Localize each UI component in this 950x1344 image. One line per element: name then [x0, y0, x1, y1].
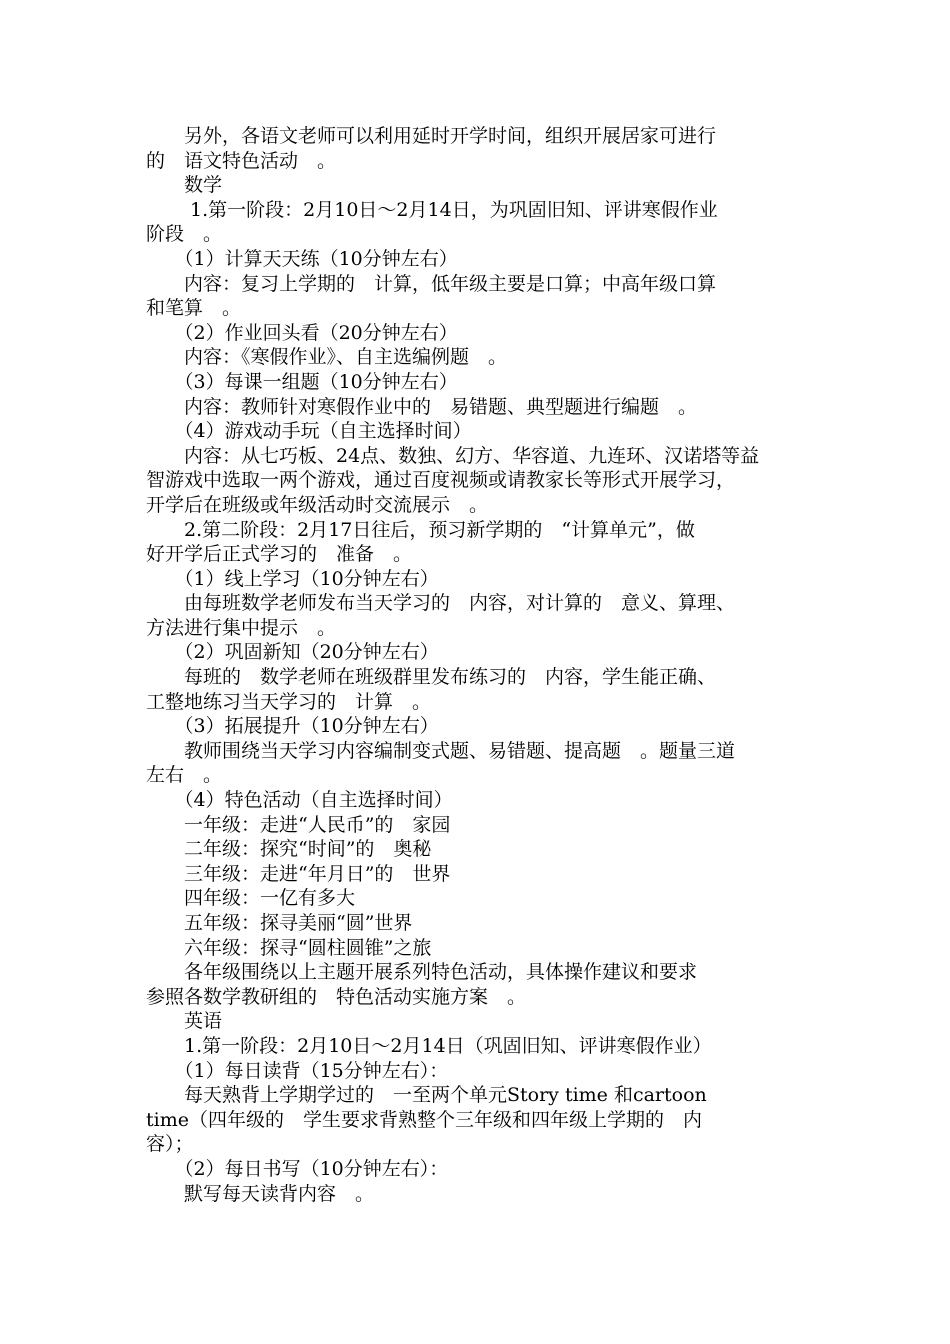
text-line: 五年级：探寻美丽“圆”世界: [146, 912, 413, 934]
text-line: 内容：复习上学期的 计算，低年级主要是口算；中高年级口算: [146, 272, 717, 295]
text-line: 的 语文特色活动 。: [146, 149, 337, 172]
text-line: 内容：教师针对寒假作业中的 易错题、典型题进行编题 。: [146, 395, 698, 418]
text-line: （4）特色活动（自主选择时间）: [146, 789, 453, 812]
text-line: （1）线上学习（10分钟左右）: [146, 567, 439, 590]
text-line: （1）计算天天练（10分钟左右）: [146, 247, 458, 270]
text-line: 内容：《寒假作业》、自主选编例题 。: [146, 346, 508, 369]
text-line: 开学后在班级或年级活动时交流展示 。: [146, 493, 489, 516]
text-line: 由每班数学老师发布当天学习的 内容，对计算的 意义、算理、: [146, 592, 736, 615]
text-line: 2.第二阶段：2月17日往后，预习新学期的 “计算单元”，做: [146, 518, 695, 541]
text-line: 每天熟背上学期学过的 一至两个单元Story time 和cartoon: [146, 1084, 707, 1107]
text-line: 方法进行集中提示 。: [146, 616, 337, 639]
text-line: 1.第一阶段：2月10日～2月14日（巩固旧知、评讲寒假作业）: [146, 1034, 712, 1057]
text-line: 好开学后正式学习的 准备 。: [146, 543, 413, 566]
text-line: 每班的 数学老师在班级群里发布练习的 内容，学生能正确、: [146, 666, 717, 689]
text-line: 二年级：探究“时间”的 奥秘: [146, 838, 432, 861]
text-line: 教师围绕当天学习内容编制变式题、易错题、提高题 。题量三道: [146, 739, 736, 762]
text-line: （3）每课一组题（10分钟左右）: [146, 370, 458, 393]
text-line: （4）游戏动手玩（自主选择时间）: [146, 420, 472, 443]
text-line: 左右 。: [146, 764, 223, 787]
text-line: 四年级：一亿有多大: [146, 887, 356, 910]
text-line: 智游戏中选取一两个游戏，通过百度视频或请教家长等形式开展学习，: [146, 469, 736, 492]
text-line: 默写每天读背内容 。: [146, 1182, 375, 1205]
text-line: 一年级：走进“人民币”的 家园: [146, 813, 451, 836]
text-line: （1）每日读背（15分钟左右）：: [146, 1059, 449, 1082]
text-line: 三年级：走进“年月日”的 世界: [146, 862, 451, 885]
text-line: 和笔算 。: [146, 297, 242, 320]
text-line: time（四年级的 学生要求背熟整个三年级和四年级上学期的 内: [146, 1108, 702, 1131]
text-line: （2）巩固新知（20分钟左右）: [146, 641, 439, 664]
document-body: [146, 124, 826, 1206]
text-line: 阶段 。: [146, 223, 223, 246]
text-line: （3）拓展提升（10分钟左右）: [146, 715, 439, 738]
text-line: （2）每日书写（10分钟左右）：: [146, 1157, 449, 1180]
text-line: 工整地练习当天学习的 计算 。: [146, 690, 432, 713]
text-line: 数学: [146, 174, 223, 197]
text-line: 容）；: [146, 1133, 194, 1156]
text-line: 各年级围绕以上主题开展系列特色活动，具体操作建议和要求: [146, 961, 698, 984]
text-line: （2）作业回头看（20分钟左右）: [146, 321, 458, 344]
text-line: 英语: [146, 1010, 223, 1033]
text-line: 六年级：探寻“圆柱圆锥”之旅: [146, 936, 432, 959]
text-line: 参照各数学教研组的 特色活动实施方案 。: [146, 985, 527, 1008]
text-line: 内容：从七巧板、24点、数独、幻方、华容道、九连环、汉诺塔等益: [146, 444, 760, 467]
text-line: 另外，各语文老师可以利用延时开学时间，组织开展居家可进行: [146, 125, 717, 147]
text-line: 1.第一阶段：2月10日～2月14日，为巩固旧知、评讲寒假作业: [146, 198, 718, 221]
